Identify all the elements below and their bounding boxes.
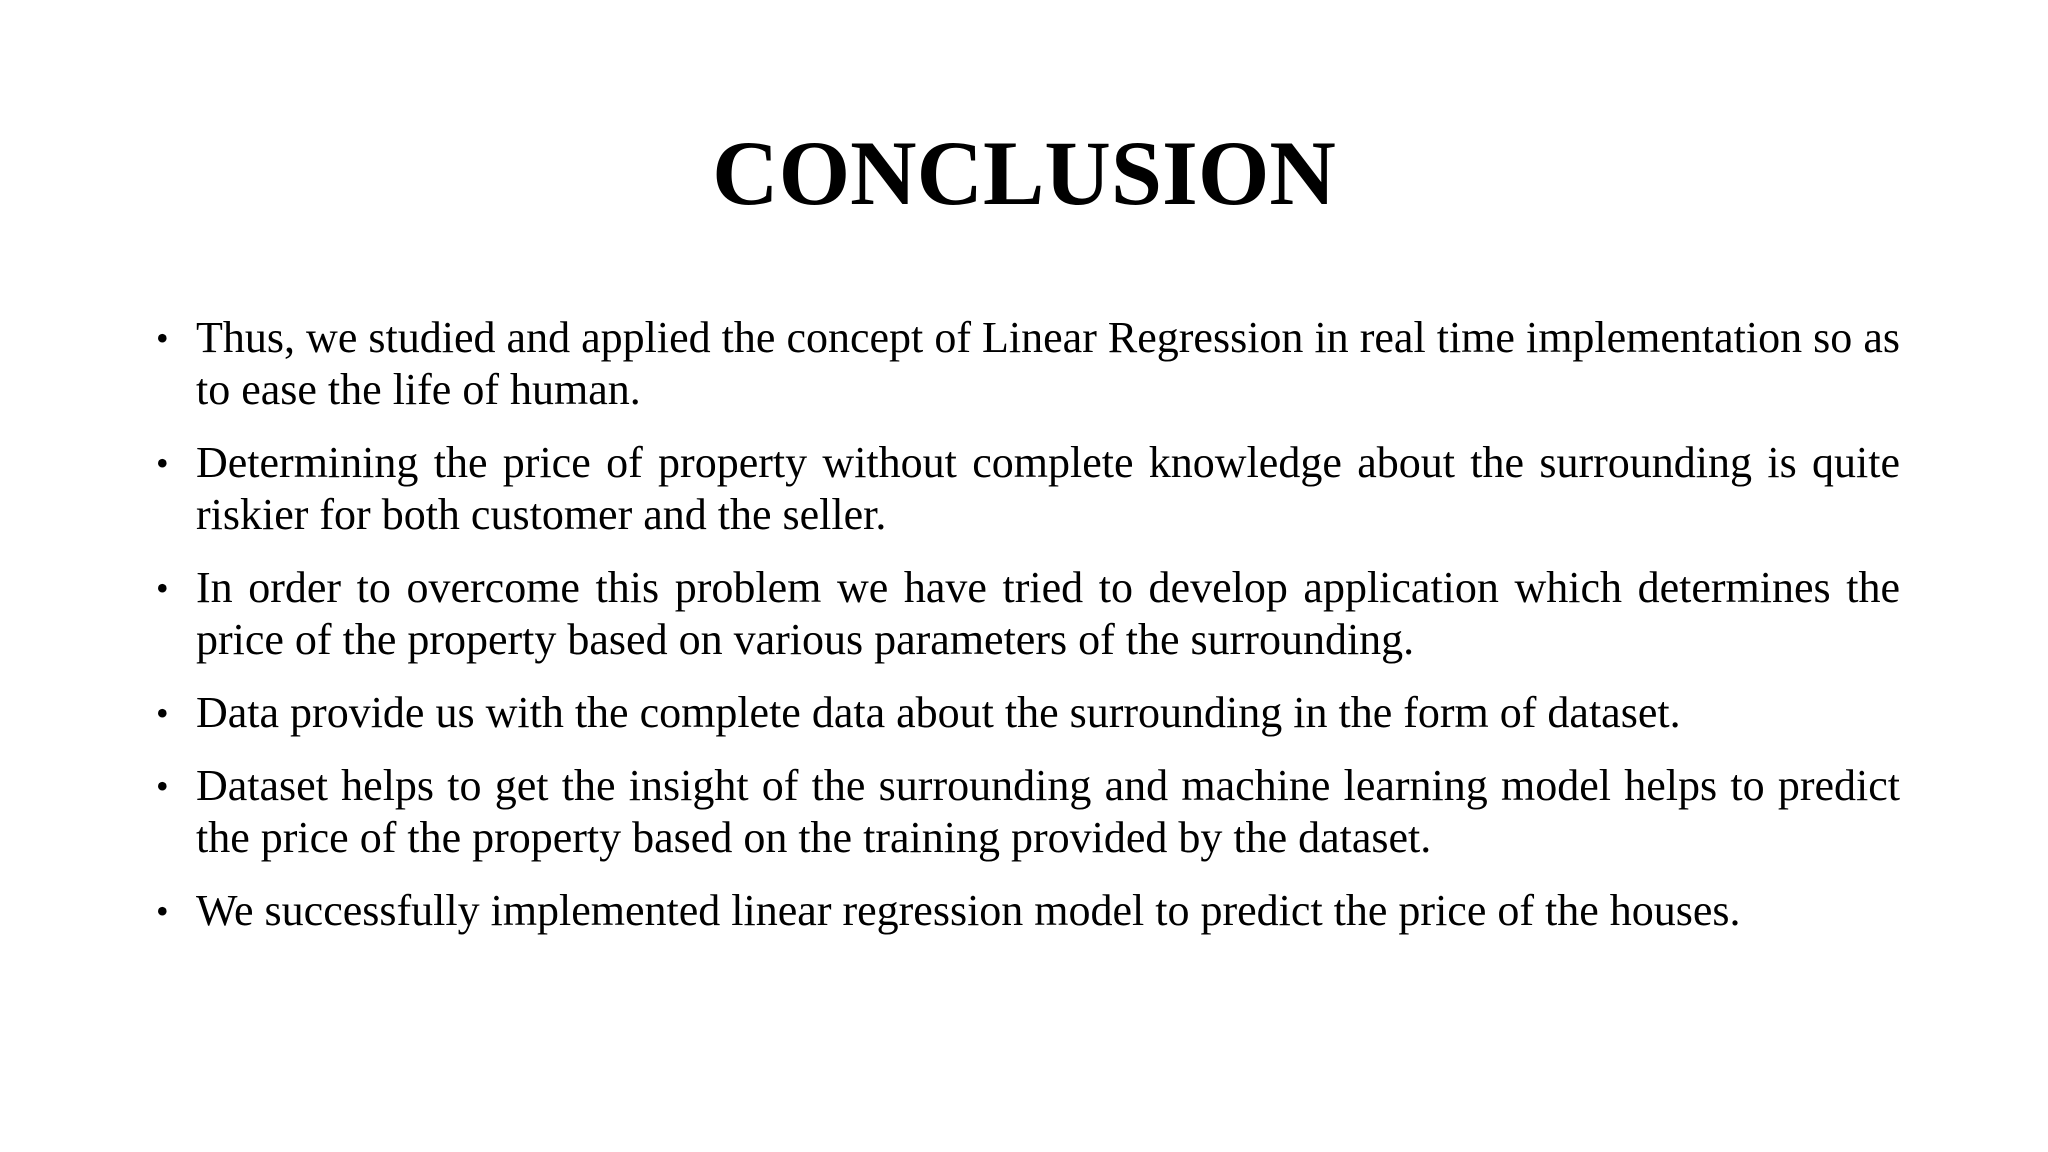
- bullet-icon: •: [156, 693, 169, 733]
- bullet-icon: •: [156, 891, 169, 931]
- slide-title: CONCLUSION: [712, 122, 1336, 224]
- bullet-item: [148, 312, 1900, 416]
- bullet-item: [148, 885, 1900, 937]
- bullet-text: Thus, we studied and applied the concept of Linear Regression in real time implementation so as to ease the life of human.: [196, 313, 1900, 414]
- bullet-text: Dataset helps to get the insight of the surrounding and machine learning model helps to predict the price of the property based on the training provided by the dataset.: [196, 761, 1900, 862]
- bullet-icon: •: [156, 766, 169, 806]
- bullet-text: Determining the price of property without complete knowledge about the surrounding is quite riskier for both customer and the seller.: [196, 438, 1900, 539]
- bullet-icon: •: [156, 318, 169, 358]
- bullet-item: [148, 437, 1900, 541]
- bullet-icon: •: [156, 443, 169, 483]
- bullet-text: We successfully implemented linear regression model to predict the price of the houses.: [196, 886, 1741, 935]
- bullet-item: [148, 562, 1900, 666]
- bullet-icon: •: [156, 568, 169, 608]
- bullet-list: [148, 312, 1900, 937]
- bullet-item: [148, 687, 1900, 739]
- bullet-text: In order to overcome this problem we have tried to develop application which determines the price of the property based on various parameters of the surrounding.: [196, 563, 1900, 664]
- bullet-text: Data provide us with the complete data about the surrounding in the form of dataset.: [196, 688, 1681, 737]
- bullet-item: [148, 760, 1900, 864]
